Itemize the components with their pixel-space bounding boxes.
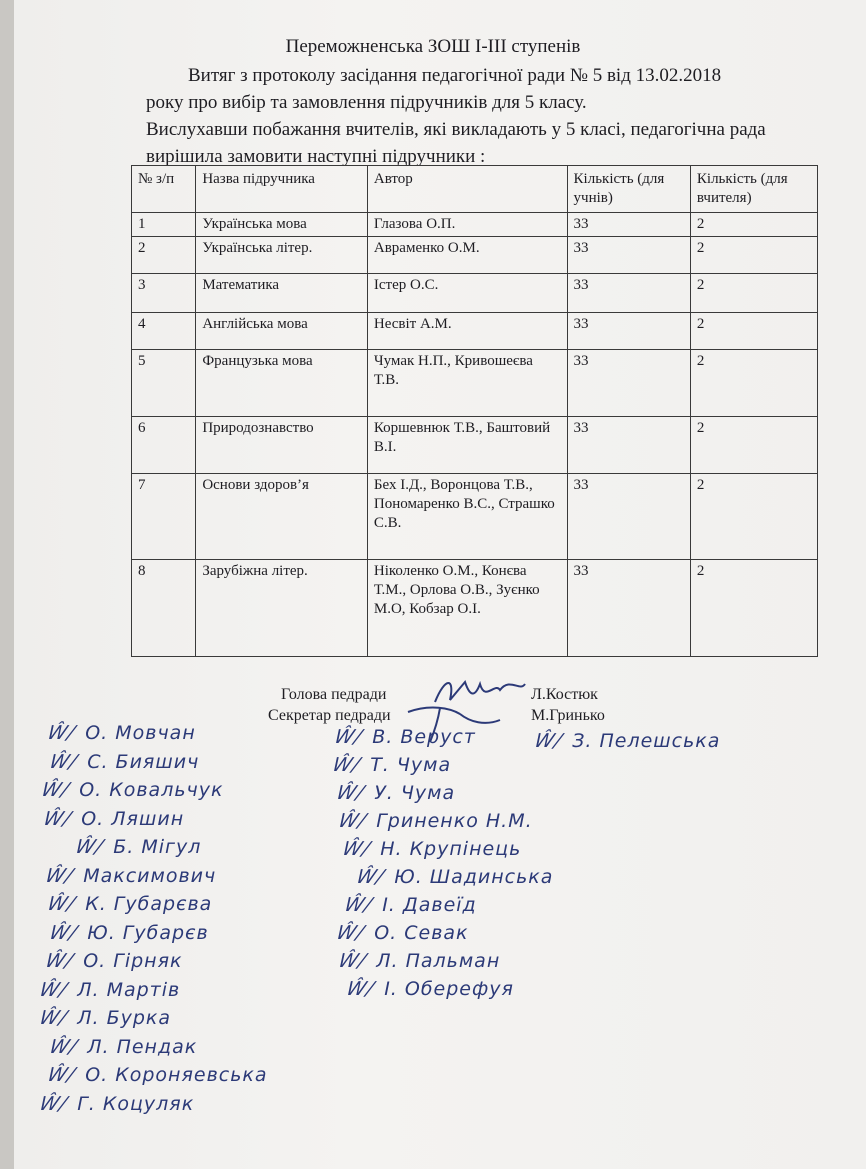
handwritten-signature: Ŵ/ Л. Пальман [336,950,501,972]
handwritten-signature: Ŵ/ У. Чума [334,782,456,804]
cell-qty-students: 33 [567,274,690,313]
handwritten-signature: Ŵ/ Б. Мігул [73,836,202,858]
table-row [132,237,818,274]
cell-title: Французька мова [196,350,368,417]
cell-author: Ніколенко О.М., Конєва Т.М., Орлова О.В., Зуєнко М.О, Кобзар О.І. [367,560,567,657]
signature-mark: Ŵ/ [37,978,71,1001]
signature-mark: Ŵ/ [39,779,73,801]
handwritten-signature: Ŵ/ Ю. Шадинська [354,866,554,888]
handwritten-signature: Ŵ/ О. Мовчан [45,722,196,744]
cell-number: 6 [132,417,196,474]
handwritten-signature: Ŵ/ Г. Коцуляк [37,1092,195,1115]
cell-title: Англійська мова [196,313,368,350]
handwritten-signature: Ŵ/ Гриненко Н.М. [336,810,533,832]
chair-name: Л.Костюк [531,686,598,703]
handwritten-signature: Ŵ/ В. Веруст [332,726,476,748]
signature-mark: Ŵ/ [47,750,81,773]
cell-title: Основи здоров’я [196,474,368,560]
handwritten-signature: Ŵ/ К. Губарєва [45,893,213,915]
signature-mark: Ŵ/ [41,807,75,830]
signature-mark: Ŵ/ [342,894,376,916]
signature-mark: Ŵ/ [334,922,368,944]
signature-mark: Ŵ/ [47,1035,81,1058]
cell-number: 3 [132,274,196,313]
signature-mark: Ŵ/ [47,921,81,944]
signature-mark: Ŵ/ [45,893,79,915]
school-title: Переможненська ЗОШ І-ІІІ ступенів [285,36,581,57]
handwritten-signature: Ŵ/ Л. Пендак [47,1035,198,1058]
cell-qty-students: 33 [567,237,690,274]
intro-line: Витяг з протоколу засідання педагогічної ради № 5 від 13.02.2018 [188,65,722,86]
table-header-row [132,166,818,213]
table-row [132,474,818,560]
handwritten-signature: Ŵ/ О. Ковальчук [39,779,224,801]
cell-author: Чумак Н.П., Кривошеєва Т.В. [367,350,567,417]
signature-mark: Ŵ/ [43,864,77,887]
signature-mark: Ŵ/ [336,950,370,972]
cell-number: 4 [132,313,196,350]
cell-qty-students: 33 [567,213,690,237]
cell-author: Глазова О.П. [367,213,567,237]
signature-mark: Ŵ/ [45,1064,79,1086]
handwritten-signature: Ŵ/ Н. Крупінець [340,838,522,860]
chair-label: Голова педради [281,686,387,703]
textbooks-table [131,165,818,657]
cell-title: Українська літер. [196,237,368,274]
cell-qty-students: 33 [567,313,690,350]
intro-line: року про вибір та замовлення підручників для 5 класу. [146,92,587,113]
header-title: Назва підручника [196,166,368,213]
secretary-label: Секретар педради [268,707,391,724]
cell-qty-teacher: 2 [690,560,817,657]
handwritten-signature: Ŵ/ Л. Бурка [37,1007,172,1029]
signature-mark: Ŵ/ [532,730,566,752]
handwritten-signature: Ŵ/ О. Гірняк [43,950,183,972]
cell-number: 1 [132,213,196,237]
table-row [132,274,818,313]
cell-author: Авраменко О.М. [367,237,567,274]
header-qty-teacher: Кількість (для вчителя) [690,166,817,213]
cell-author: Несвіт А.М. [367,313,567,350]
cell-author: Істер О.С. [367,274,567,313]
cell-author: Бех І.Д., Воронцова Т.В., Пономаренко В.С., Страшко С.В. [367,474,567,560]
table-row [132,417,818,474]
cell-qty-teacher: 2 [690,274,817,313]
signature-mark: Ŵ/ [73,836,107,858]
header-author: Автор [367,166,567,213]
handwritten-signature: Ŵ/ Л. Мартів [37,978,181,1001]
handwritten-signature: Ŵ/ О. Севак [334,922,469,944]
header-number: № з/п [132,166,196,213]
signature-mark: Ŵ/ [45,722,79,744]
cell-title: Українська мова [196,213,368,237]
cell-qty-teacher: 2 [690,313,817,350]
header-qty-students: Кількість (для учнів) [567,166,690,213]
handwritten-signature: Ŵ/ С. Бияшич [47,750,200,773]
signature-mark: Ŵ/ [332,726,366,748]
cell-qty-teacher: 2 [690,417,817,474]
cell-qty-students: 33 [567,350,690,417]
cell-title: Природознавство [196,417,368,474]
handwritten-signature: Ŵ/ Максимович [43,864,217,887]
cell-qty-students: 33 [567,474,690,560]
signature-mark: Ŵ/ [336,810,370,832]
table-row [132,350,818,417]
cell-qty-students: 33 [567,417,690,474]
cell-qty-teacher: 2 [690,213,817,237]
cell-qty-students: 33 [567,560,690,657]
handwritten-signature: Ŵ/ Т. Чума [330,754,452,776]
signature-mark: Ŵ/ [344,978,378,1000]
intro-line: вирішила замовити наступні підручники : [146,146,486,167]
signature-mark: Ŵ/ [330,754,364,776]
handwritten-signature: Ŵ/ Ю. Губарєв [47,921,209,944]
cell-title: Математика [196,274,368,313]
table-row [132,313,818,350]
signature-mark: Ŵ/ [37,1007,71,1029]
page-shadow-edge [0,0,14,1169]
cell-qty-teacher: 2 [690,350,817,417]
signature-mark: Ŵ/ [43,950,77,972]
handwritten-signature: Ŵ/ І. Давеїд [342,894,477,916]
intro-paragraph [146,62,836,170]
signature-mark: Ŵ/ [354,866,388,888]
cell-title: Зарубіжна літер. [196,560,368,657]
cell-number: 5 [132,350,196,417]
handwritten-signature: Ŵ/ О. Ляшин [41,807,185,830]
table-row [132,213,818,237]
cell-number: 7 [132,474,196,560]
cell-number: 8 [132,560,196,657]
handwritten-signature: Ŵ/ З. Пелешська [532,730,721,752]
secretary-name: М.Гринько [531,707,605,724]
signature-mark: Ŵ/ [37,1092,71,1115]
handwritten-signature: Ŵ/ О. Короняевська [45,1064,268,1086]
handwritten-signature: Ŵ/ І. Оберефуя [344,978,514,1000]
cell-author: Коршевнюк Т.В., Баштовий В.І. [367,417,567,474]
cell-qty-teacher: 2 [690,237,817,274]
cell-qty-teacher: 2 [690,474,817,560]
cell-number: 2 [132,237,196,274]
intro-line: Вислухавши побажання вчителів, які викладають у 5 класі, педагогічна рада [146,119,766,140]
signature-mark: Ŵ/ [340,838,374,860]
signature-mark: Ŵ/ [334,782,368,804]
table-row [132,560,818,657]
